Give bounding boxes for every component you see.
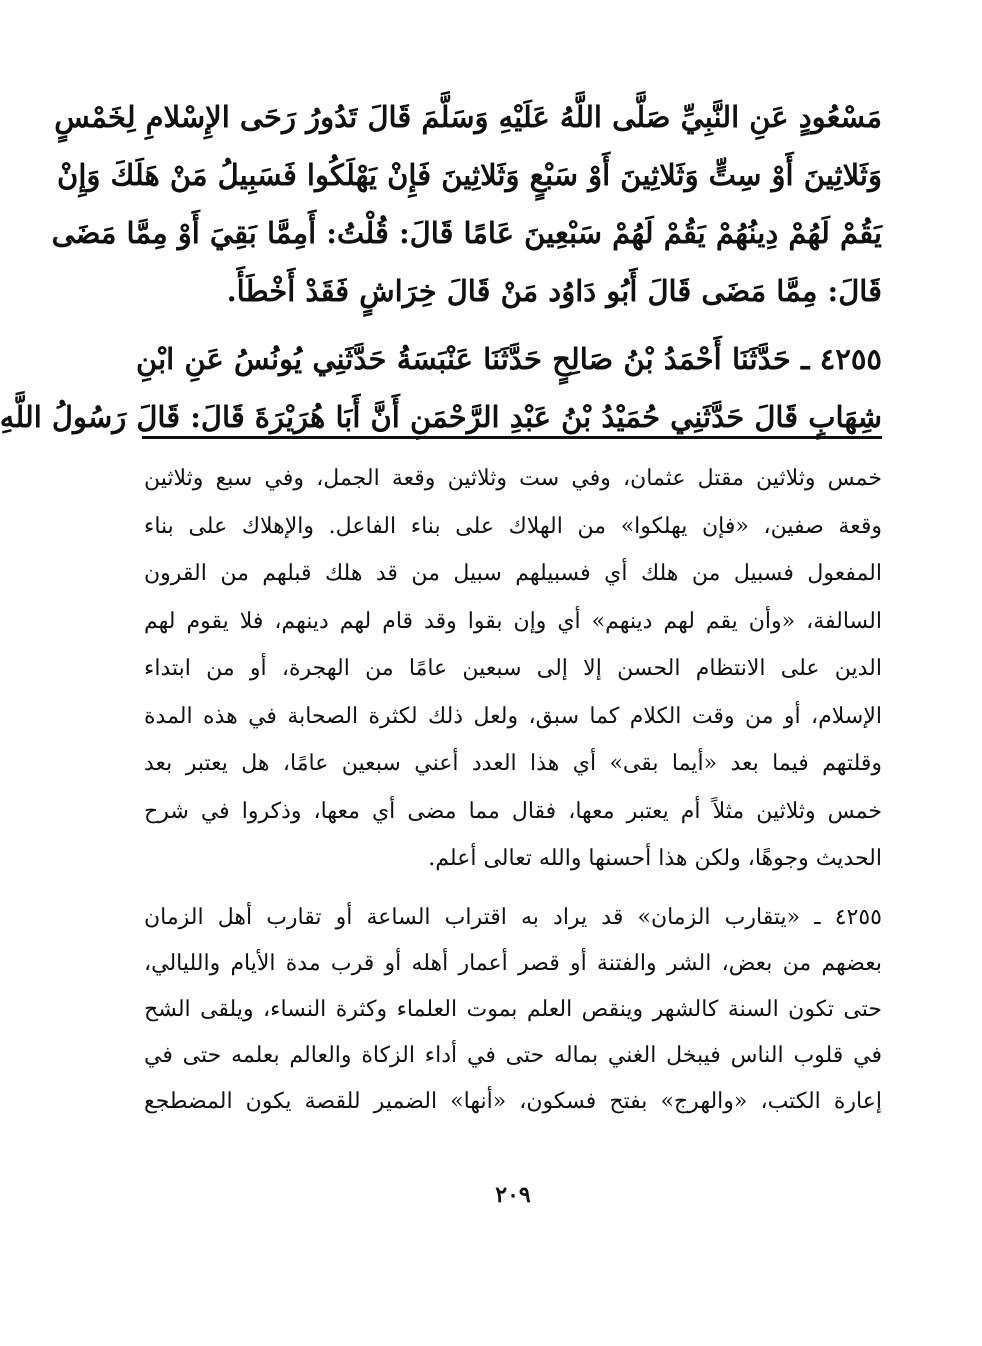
hadith-line: يَقُمْ لَهُمْ دِينُهُمْ يَقُمْ لَهُمْ سَبْعِينَ عَامًا قَالَ: قُلْتُ: أَمِمَّا بَقِيَ أَوْ مِمَّا مَضَى [51, 216, 882, 250]
commentary-line: الدين على الانتظام الحسن إلا إلى سبعين عامًا من الهجرة، أو من ابتداء [144, 656, 882, 681]
commentary-block [144, 455, 882, 1125]
commentary-line: الإسلام، أو من وقت الكلام كما سبق، ولعل ذلك لكثرة الصحابة في هذه المدة [144, 703, 882, 729]
commentary-line: الحديث وجوهًا، ولكن هذا أحسنها والله تعالى أعلم. [428, 846, 882, 871]
paragraph-gap [144, 883, 882, 895]
hadith-line: وَثَلاثِينَ أَوْ سِتٍّ وَثَلاثِينَ أَوْ سَبْعٍ وَثَلاثِينَ فَإِنْ يَهْلَكُوا فَسَبِيلُ مَنْ هَلَكَ وَإِنْ [57, 158, 882, 192]
hadith-text-block [0, 88, 882, 446]
commentary-line: وقعة صفين، «فإن يهلكوا» من الهلاك على بناء الفاعل. والإهلاك على بناء [144, 513, 882, 539]
footnote-divider [142, 436, 882, 439]
hadith-line: مَسْعُودٍ عَنِ النَّبِيِّ صَلَّى اللَّهُ عَلَيْهِ وَسَلَّمَ قَالَ تَدُورُ رَحَى الإِسْلامِ لِخَمْسٍ [54, 100, 882, 134]
hadith-4255-line: ٤٢٥٥ ـ حَدَّثَنَا أَحْمَدُ بْنُ صَالِحٍ حَدَّثَنَا عَنْبَسَةُ حَدَّثَنِي يُونُسُ عَنِ ابْنِ [136, 342, 882, 376]
hadith-line: قَالَ: مِمَّا مَضَى قَالَ أَبُو دَاوُد مَنْ قَالَ خِرَاشٍ فَقَدْ أَخْطَأَ. [226, 274, 882, 308]
commentary-line: السالفة، «وأن يقم لهم دينهم» أي وإن بقوا وقد قام لهم دينهم، فلا يقوم لهم [144, 608, 882, 634]
commentary-line: المفعول فسبيل من هلك أي فسبيلهم سبيل من قد هلك قبلهم من القرون [144, 561, 882, 586]
note-4255-line: في قلوب الناس فيبخل الغني بماله حتى في أداء الزكاة والعالم بعلمه حتى في [144, 1042, 882, 1068]
hadith-4255-line: شِهَابٍ قَالَ حَدَّثَنِي حُمَيْدُ بْنُ عَبْدِ الرَّحْمَنِ أَنَّ أَبَا هُرَيْرَةَ قَالَ: قَالَ رَسُولُ اللَّهِ [0, 400, 882, 434]
page-number: ٢٠٩ [495, 1182, 531, 1208]
paragraph-gap [136, 320, 882, 330]
note-4255-line: بعضهم من بعض، الشر والفتنة أو قصر أعمار أهله أو قرب مدة الأيام والليالي، [144, 950, 882, 976]
note-4255-line: ٤٢٥٥ ـ «يتقارب الزمان» قد يراد به اقتراب الساعة أو تقارب أهل الزمان [144, 904, 882, 930]
note-4255-line: حتى تكون السنة كالشهر وينقص العلم بموت العلماء وكثرة النساء، ويلقى الشح [144, 996, 882, 1022]
note-4255-line: إعارة الكتب، «والهرج» بفتح فسكون، «أنها» الضمير للقصة يكون المضطجع [144, 1088, 882, 1114]
commentary-line: خمس وثلاثين مثلاً أم يعتبر معها، فقال مما مضى أي معها، وذكروا في شرح [144, 798, 882, 824]
commentary-line: خمس وثلاثين مقتل عثمان، وفي ست وثلاثين وقعة الجمل، وفي سبع وثلاثين [144, 466, 882, 491]
commentary-line: وقلتهم فيما بعد «أيما بقى» أي هذا العدد أعني سبعين عامًا، هل يعتبر بعد [144, 751, 882, 776]
